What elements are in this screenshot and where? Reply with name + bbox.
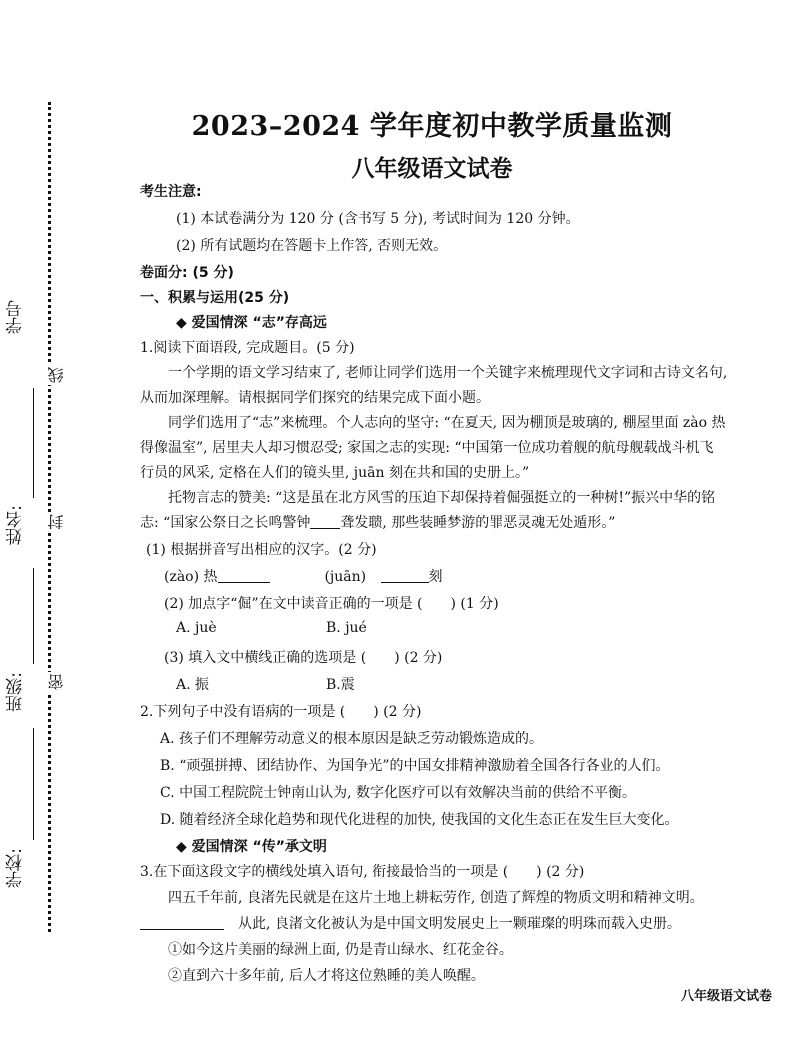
- notes-heading: 考生注意:: [140, 184, 202, 200]
- margin-name-blank: [33, 388, 34, 498]
- page-score: 卷面分: (5 分): [140, 265, 234, 281]
- passage-text: 志: “国家公祭日之长鸣警钟: [140, 515, 311, 531]
- passage-line: 从而加深理解。请根据同学们探究的结果完成下面小题。: [140, 390, 490, 406]
- margin-seal-xian: 线: [47, 367, 66, 383]
- passage-line: 四五千年前, 良渚先民就是在这片土地上耕耘劳作, 创造了辉煌的物质文明和精神文明。: [168, 890, 704, 906]
- choice-2: ②直到六十多年前, 后人才将这位熟睡的美人唤醒。: [168, 968, 485, 984]
- option-b: B. jué: [326, 620, 367, 636]
- margin-number-label: 学号: [6, 300, 26, 334]
- answer-blank: [381, 568, 429, 583]
- passage-line: [140, 512, 615, 532]
- exam-subtitle: 八年级语文试卷: [351, 155, 513, 182]
- answer-blank: [140, 915, 224, 930]
- passage-line: 同学们选用了“志”来梳理。个人志向的坚守: “在夏天, 因为棚顶是玻璃的, 棚屋里面 zào 热: [168, 415, 726, 431]
- pinyin-zao: (zào) 热: [164, 569, 218, 585]
- passage-line: 一个学期的语文学习结束了, 老师让同学们选用一个关键字来梳理现代文字词和古诗文名句,: [168, 365, 728, 381]
- passage-line: 托物言志的赞美: “这是虽在北方风雪的压迫下却保持着倔强挺立的一种树!”振兴中华的铭: [168, 490, 716, 506]
- option-d: D. 随着经济全球化趋势和现代化进程的加快, 使我国的文化生态正在发生巨大变化。: [160, 812, 679, 828]
- question-1: 1.阅读下面语段, 完成题目。(5 分): [140, 340, 355, 356]
- option-a: A. 孩子们不理解劳动意义的根本原因是缺乏劳动锻炼造成的。: [160, 731, 544, 747]
- question-3: 3.在下面这段文字的横线处填入语句, 衔接最恰当的一项是 ( ) (2 分): [140, 864, 585, 880]
- answer-blank: [310, 514, 340, 529]
- option-b: B.震: [326, 677, 355, 693]
- notes-item-1: (1) 本试卷满分为 120 分 (含书写 5 分), 考试时间为 120 分钟。: [176, 211, 580, 227]
- question-2: 2.下列句子中没有语病的一项是 ( ) (2 分): [140, 704, 422, 720]
- passage-line: 得像温室”, 居里夫人却习惯忍受; 家国之志的实现: “中国第一位成功着舰的航母舰载战斗机飞: [140, 440, 714, 456]
- theme-heading-1: ◆ 爱国情深 “志”存高远: [176, 315, 327, 331]
- pinyin-juan-tail: 刻: [428, 569, 443, 585]
- notes-item-2: (2) 所有试题均在答题卡上作答, 否则无效。: [176, 238, 448, 254]
- passage-text: 从此, 良渚文化被认为是中国文明发展史上一颗璀璨的明珠而载入史册。: [238, 916, 681, 932]
- passage-line: [140, 913, 681, 933]
- option-a: A. juè: [176, 620, 217, 636]
- margin-class-blank: [33, 568, 34, 664]
- theme-heading-2: ◆ 爱国情深 “传”承文明: [176, 839, 327, 855]
- option-b: B. “顽强拼搏、团结协作、为国争光”的中国女排精神激励着全国各行各业的人们。: [160, 758, 670, 774]
- pinyin-juan: (juān): [324, 569, 367, 585]
- option-a: A. 振: [176, 677, 210, 693]
- choice-1: ①如今这片美丽的绿洲上面, 仍是青山绿水、红花金谷。: [168, 942, 513, 958]
- margin-seal-feng: 封: [47, 514, 66, 530]
- page-footer: 八年级语文试卷: [680, 989, 772, 1004]
- subquestion-1: (1) 根据拼音写出相应的汉字。(2 分): [146, 542, 377, 558]
- answer-blank: [218, 568, 270, 583]
- section1-heading: 一、积累与运用(25 分): [140, 290, 290, 306]
- margin-name-label: 姓名:: [6, 505, 26, 545]
- option-c: C. 中国工程院院士钟南山认为, 数字化医疗可以有效解决当前的供给不平衡。: [160, 785, 637, 801]
- exam-title: 2023–2024 学年度初中教学质量监测: [191, 111, 673, 142]
- margin-seal-mi: 密: [47, 674, 66, 690]
- passage-text: 聋发聩, 那些装睡梦游的罪恶灵魂无处遁形。”: [340, 515, 616, 531]
- margin-class-label: 班级:: [6, 672, 26, 712]
- subquestion-2: (2) 加点字“倔”在文中读音正确的一项是 ( ) (1 分): [164, 596, 499, 612]
- subquestion-3: (3) 填入文中横线正确的选项是 ( ) (2 分): [164, 650, 443, 666]
- margin-school-blank: [33, 728, 34, 840]
- margin-school-label: 学校:: [6, 848, 26, 888]
- subquestion-1-items: [164, 566, 443, 586]
- passage-line: 行员的风采, 定格在人们的镜头里, juān 刻在共和国的史册上。”: [140, 465, 530, 481]
